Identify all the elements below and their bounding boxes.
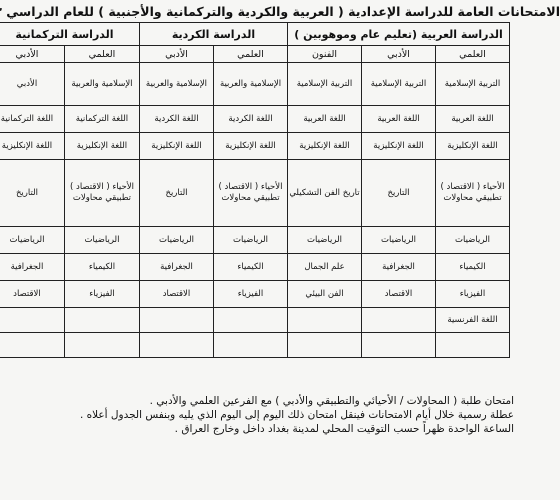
subject-cell: الجغرافية [362, 254, 436, 281]
subject-cell: اللغة التركمانية [0, 106, 64, 133]
subject-cell: الأدبي [0, 63, 64, 106]
branch-cell: العلمي [64, 46, 139, 63]
subject-cell: الأحياء ( الاقتصاد ) تطبيقي محاولات [436, 160, 510, 227]
section-kurdish: الدراسة الكردية [139, 23, 287, 46]
subject-cell [362, 333, 436, 358]
subject-cell: الرياضيات [0, 227, 64, 254]
subject-cell: الإسلامية والعربية [64, 63, 139, 106]
section-header-row [0, 23, 510, 46]
subject-cell: الأحياء ( الاقتصاد ) تطبيقي محاولات [64, 160, 139, 227]
subject-cell: اللغة العربية [288, 106, 362, 133]
subject-cell: الفن البيئي [288, 281, 362, 308]
subject-cell [362, 308, 436, 333]
subject-cell: الرياضيات [362, 227, 436, 254]
subject-cell [64, 333, 139, 358]
subject-cell [139, 308, 213, 333]
subject-cell: الفيزياء [64, 281, 139, 308]
subject-cell: الرياضيات [139, 227, 213, 254]
subject-cell: اللغة العربية [362, 106, 436, 133]
subject-cell [64, 308, 139, 333]
section-turkmen: الدراسة التركمانية [0, 23, 139, 46]
subject-cell: الاقتصاد [0, 281, 64, 308]
subject-cell [288, 308, 362, 333]
table-row [0, 308, 510, 333]
subject-cell: التاريخ [139, 160, 213, 227]
subject-cell: اللغة الإنكليزية [0, 133, 64, 160]
branch-cell: الفنون [288, 46, 362, 63]
subject-cell: التربية الإسلامية [436, 63, 510, 106]
subject-cell: التاريخ [362, 160, 436, 227]
subject-cell: اللغة الإنكليزية [362, 133, 436, 160]
table-row [0, 106, 510, 133]
subject-cell: علم الجمال [288, 254, 362, 281]
subject-cell [436, 333, 510, 358]
table-row [0, 333, 510, 358]
footnote: عطلة رسمية خلال أيام الامتحانات فينقل امتحان ذلك اليوم إلى اليوم الذي يليه وبنفس الجدول أعلاه . [79, 409, 514, 421]
subject-cell [214, 308, 288, 333]
subject-cell: الجغرافية [139, 254, 213, 281]
subject-cell: الإسلامية والعربية [139, 63, 213, 106]
subject-cell: الكيمياء [436, 254, 510, 281]
section-arabic: الدراسة العربية (تعليم عام وموهوبين ) [288, 23, 510, 46]
subject-cell: اللغة الفرنسية [436, 308, 510, 333]
subject-cell: اللغة الإنكليزية [288, 133, 362, 160]
subject-cell: اللغة الكردية [214, 106, 288, 133]
subject-cell: الكيمياء [64, 254, 139, 281]
table-row [0, 160, 510, 227]
subject-cell: اللغة الإنكليزية [436, 133, 510, 160]
table-row [0, 227, 510, 254]
subject-cell: الرياضيات [214, 227, 288, 254]
subject-cell [0, 308, 64, 333]
branch-cell: الأدبي [362, 46, 436, 63]
footnotes [54, 394, 514, 436]
subject-cell [139, 333, 213, 358]
subject-cell: الأحياء ( الاقتصاد ) تطبيقي محاولات [214, 160, 288, 227]
subject-cell: التاريخ [0, 160, 64, 227]
subject-cell: الجغرافية [0, 254, 64, 281]
table-row [0, 133, 510, 160]
table-row [0, 254, 510, 281]
subject-cell: الكيمياء [214, 254, 288, 281]
subject-cell: اللغة الإنكليزية [214, 133, 288, 160]
subject-cell: اللغة العربية [436, 106, 510, 133]
subject-cell: التربية الإسلامية [288, 63, 362, 106]
subject-cell: اللغة الكردية [139, 106, 213, 133]
subject-cell: اللغة الإنكليزية [139, 133, 213, 160]
table-row [0, 281, 510, 308]
subject-cell: الرياضيات [436, 227, 510, 254]
subject-cell: التربية الإسلامية [362, 63, 436, 106]
branch-cell: العلمي [436, 46, 510, 63]
subject-cell: الفيزياء [436, 281, 510, 308]
branch-cell: الأدبي [139, 46, 213, 63]
exam-schedule-table [0, 22, 510, 358]
branch-cell: العلمي [214, 46, 288, 63]
footnote: الساعة الواحدة ظهراً حسب التوقيت المحلي لمدينة بغداد داخل وخارج العراق . [174, 423, 514, 435]
subject-cell: اللغة التركمانية [64, 106, 139, 133]
subject-cell: الاقتصاد [362, 281, 436, 308]
table-row [0, 63, 510, 106]
branch-header-row [0, 46, 510, 63]
subject-cell: تاريخ الفن التشكيلي [288, 160, 362, 227]
subject-cell [0, 333, 64, 358]
subject-cell: الفيزياء [214, 281, 288, 308]
branch-cell: الأدبي [0, 46, 64, 63]
document-title: الامتحانات العامة للدراسة الإعدادية ( العربية والكردية والتركمانية والأجنبية ) للعام الدراسي [6, 4, 560, 19]
subject-cell: الإسلامية والعربية [214, 63, 288, 106]
subject-cell [288, 333, 362, 358]
subject-cell: الاقتصاد [139, 281, 213, 308]
subject-cell: اللغة الإنكليزية [64, 133, 139, 160]
subject-cell: الرياضيات [288, 227, 362, 254]
footnote: امتحان طلبة ( المحاولات / الأحيائي والتطبيقي والأدبي ) مع الفرعين العلمي والأدبي . [149, 395, 514, 407]
subject-cell: الرياضيات [64, 227, 139, 254]
subject-cell [214, 333, 288, 358]
